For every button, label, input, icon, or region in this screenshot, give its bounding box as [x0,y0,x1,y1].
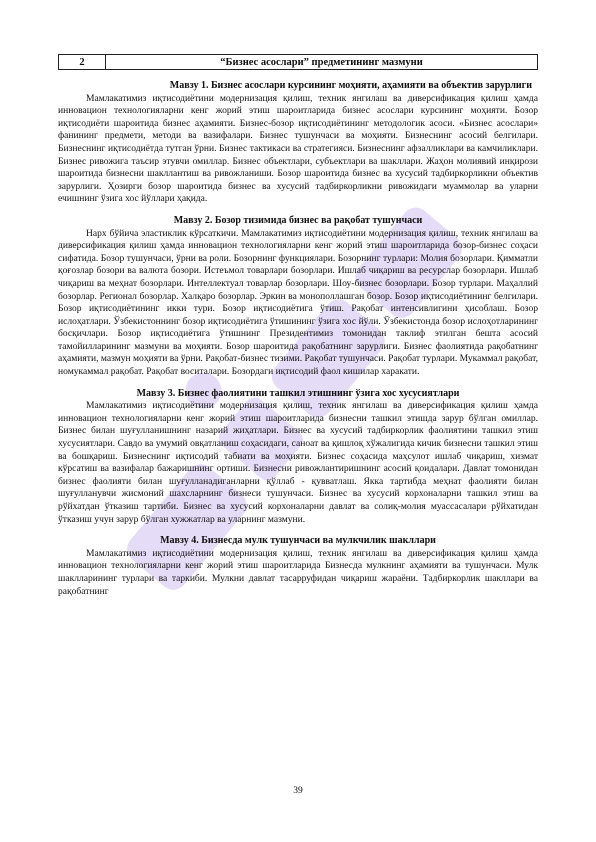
section-text-2: Нарх бўйича эластиклик кўрсаткичи. Мамлакатимиз иқтисодиётини модернизация қилиш, техник янгилаш ва диверсификация қилиш ҳамда инновацион технологияларни кенг жорий этиш шароитларида бозор-бизнес соҳаси сифатида. Бозор тушунчаси, ўрни ва роли. Бозорнинг функциялари. Бозорнинг турлари: Молия бозорлари. Қимматли қоғозлар бозори ва валюта бозори. Истеъмол товарлари бозорлари. Ишлаб чиқариш ва ресурслар бозорлари. Ишлаб чиқариш ва меҳнат бозорлари. Интеллектуал товарлар бозорлари. Шоу-бизнес бозорлари. Бозор турлари. Маҳаллий бозорлар. Регионал бозорлар. Халқаро бозорлар. Эркин ва монополлашган бозор. Бозор иқтисодиётининг белгилари. Бозор иқтисодиётининг икки тури. Бозор иқтисодиётига ўтиш. Рақобат интенсивлигини ҳисоблаш. Бозор ислоҳатлари. Ўзбекистоннинг бозор иқтисодиётига ўтишининг ўзига хос йўли. Ўзбекистонда бозор ислоҳотларининг босқичлари. Бозор иқтисодиётига ўтишнинг Президентимиз томонидан таклиф этилган бешта асосий тамойилларининг мазмуни ва моҳияти. Бозор шароитида рақобатнинг зарурлиги. Бизнес фаолиятида рақобатнинг аҳамияти, мазмун моҳияти ва ўрни. Рақобат-бизнес тизими. Рақобат тушунчаси. Рақобат турлари. Мукаммал рақобат, номукаммал рақобат. Рақобат воситалари. Бозордаги иқтисодий фаол кишилар харакати. [58,227,538,378]
section-text-4: Мамлакатимиз иқтисодиётини модернизация қилиш, техник янгилаш ва диверсификация қилиш ҳамда инновацион технологияларни кенг жорий этиш шароитларида Бизнесда мулкнинг аҳамияти ва тушунчаси. Мулк шаклларининг турлари ва таркиби. Мулкни давлат тасарруфидан чиқариш жараёни. Тадбиркорлик шакллари ва рақобатнинг [58,547,538,597]
header-number: 2 [59,55,106,70]
page-number: 39 [293,786,303,796]
section-text-3: Мамлакатимиз иқтисодиётини модернизация қилиш, техник янгилаш ва диверсификация қилиш ҳамда инновацион технологияларни кенг жорий этиш шароитларида бизнесни ташкил этишда зарур бўлган омиллар. Бизнес билан шуғулланишнинг назарий жиҳатлари. Бизнес ва хусусий тадбиркорлик фаолиятини ташкил этиш хусусиятлари. Савдо ва умумий овқатланиш соҳасидаги, саноат ва қишлоқ хўжалигида кичик бизнесни ташкил этиш ва бошқариш. Бизнеснинг иқтисодий табиати ва моҳияти. Бизнес соҳасида маҳсулот ишлаб чиқариш, хизмат кўрсатиш ва вазифалар бажаришнинг ортиши. Бизнесни ривожлантиришнинг асосий қоидалари. Давлат томонидан бизнес фаолияти билан шуғулланадиганларни қўллаб - қувватлаш. Якка тартибда меҳнат фаолияти билан шуғулланувчи жисмоний шахсларнинг бизнеси тушунчаси. Бизнес ва хусусий корхоналарни ташкил этиш ва рўйхатдан ўтказиш тартиби. Бизнес ва хусусий корхоналарни давлат ва солиқ-молия муассасалари рўйхатидан ўтказиш учун зарур бўлган хужжатлар ва уларнинг мазмуни. [58,400,538,525]
section-title-3: Мавзу 3. Бизнес фаолиятини ташкил этишнинг ўзига хос хусусиятлари [136,387,460,399]
section-title-2: Мавзу 2. Бозор тизимида бизнес ва рақобат тушунчаси [173,214,423,226]
document-content [58,54,538,598]
section-title-1: Мавзу 1. Бизнес асослари курсининг моҳияти, аҳамияти ва объектив зарурлиги [169,80,532,91]
header-table [58,54,538,70]
section-title-4: Мавзу 4. Бизнесда мулк тушунчаси ва мулкчилик шакллари [160,535,436,547]
header-title: “Бизнес асослари” предметининг мазмуни [106,55,538,70]
section-text-1: Мамлакатимиз иқтисодиётини модернизация қилиш, техник янгилаш ва диверсификация қилиш ҳамда инновацион технологияларни кенг жорий этиш шароитларида бизнес асослари курсининг моҳияти. Бозор иқтисодиёти шароитида бизнес аҳамияти. Бизнес-бозор иқтисодиётининг методологик асоси. «Бизнес асослари» фанининг предмети, методи ва вазифалари. Бизнес тушунчаси ва моҳияти. Бизнеснинг асосий белгилари. Бизнеснинг иқтисодиётда тутган ўрни. Бизнес тактикаси ва стратегияси. Бизнеснинг афзалликлари ва камчиликлари. Бизнес ривожига таъсир этувчи омиллар. Бизнес объектлари, субъектлари ва шакллари. Жаҳон молиявий инқирози шароитида бизнесни шакллантиш ва ривожланиши. Бозор шароитида бизнес ва хусусий тадбиркорликни объектив зарурлиги. Ҳозирги бозор шароитида бизнес ва хусусий тадбиркорликни ривожидаги муаммолар ва уларни ечишнинг ўзига хос йўллари ҳақида. [58,92,538,205]
